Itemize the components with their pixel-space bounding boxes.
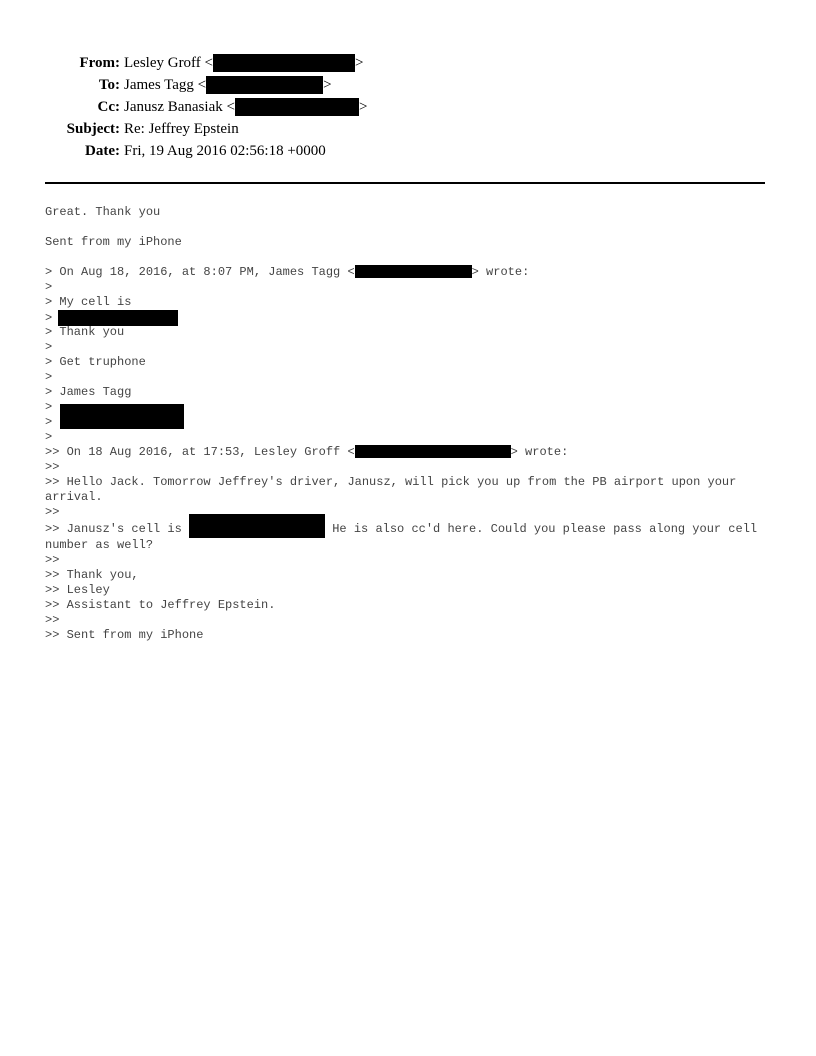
date-label: Date:	[85, 143, 120, 159]
from-label: From:	[79, 55, 120, 71]
quote-header-line	[45, 265, 775, 280]
body-line	[45, 310, 775, 325]
cc-value	[124, 96, 367, 118]
from-close: >	[355, 55, 364, 71]
subject-label: Subject:	[66, 121, 120, 137]
redaction-box	[355, 445, 511, 458]
redaction-box	[58, 310, 178, 326]
header-divider	[45, 182, 765, 184]
body-line: >> Assistant to Jeffrey Epstein.	[45, 598, 276, 612]
body-line: >	[45, 280, 53, 294]
body-line: >	[45, 340, 53, 354]
to-name: James Tagg <	[124, 77, 207, 93]
body-line: > My cell is	[45, 295, 132, 309]
blank-line	[45, 220, 775, 235]
to-label: To:	[98, 77, 120, 93]
email-header	[0, 52, 816, 162]
redaction-box	[235, 98, 359, 116]
from-value	[124, 52, 363, 74]
quote-header-text: > On Aug 18, 2016, at 8:07 PM, James Tagg <	[45, 265, 355, 279]
quote-header-line	[45, 445, 775, 460]
body-line: >	[45, 370, 53, 384]
body-line: >> Thank you,	[45, 568, 139, 582]
body-line	[45, 520, 775, 553]
body-line: >>	[45, 613, 60, 627]
body-line	[45, 400, 775, 415]
email-body	[45, 205, 775, 643]
body-line: >>	[45, 460, 60, 474]
redaction-box	[355, 265, 472, 278]
redaction-box	[213, 54, 355, 72]
from-name: Lesley Groff <	[124, 55, 213, 71]
date-value: Fri, 19 Aug 2016 02:56:18 +0000	[124, 143, 326, 159]
cell-request: He is also cc'd here. Could you please pass along your cell number as well?	[45, 522, 758, 552]
date-row	[0, 140, 816, 162]
body-line: Great. Thank you	[45, 205, 161, 219]
quote-marker: >	[45, 400, 53, 414]
to-close: >	[323, 77, 332, 93]
body-line: > Thank you	[45, 325, 125, 339]
cc-close: >	[358, 99, 368, 115]
quote-header-text: >> On 18 Aug 2016, at 17:53, Lesley Groff <	[45, 445, 355, 459]
body-line: >	[45, 415, 53, 429]
body-line: > Get truphone	[45, 355, 146, 369]
to-row	[0, 74, 816, 96]
blank-line	[45, 250, 775, 265]
cc-label: Cc:	[97, 99, 120, 115]
body-line: Sent from my iPhone	[45, 235, 182, 249]
body-line: >> Hello Jack. Tomorrow Jeffrey's driver, Janusz, will pick you up from the PB airport upon your arrival.	[45, 475, 737, 504]
redaction-box	[189, 514, 325, 538]
quote-marker: >	[45, 311, 53, 326]
body-line: >>	[45, 505, 60, 519]
subject-value: Re: Jeffrey Epstein	[124, 121, 239, 137]
body-line: >> Sent from my iPhone	[45, 628, 204, 642]
quote-header-wrote: > wrote:	[471, 265, 530, 279]
cell-intro: >> Janusz's cell is	[45, 522, 190, 537]
body-line: >> Lesley	[45, 583, 110, 597]
cc-name: Janusz Banasiak <	[124, 99, 235, 115]
from-row	[0, 52, 816, 74]
cc-row	[0, 96, 816, 118]
to-value	[124, 74, 332, 96]
body-line: >>	[45, 553, 60, 567]
redaction-box	[206, 76, 323, 94]
quote-header-wrote: > wrote:	[510, 445, 569, 459]
subject-row	[0, 118, 816, 140]
body-line: >	[45, 430, 53, 444]
body-line: > James Tagg	[45, 385, 132, 399]
